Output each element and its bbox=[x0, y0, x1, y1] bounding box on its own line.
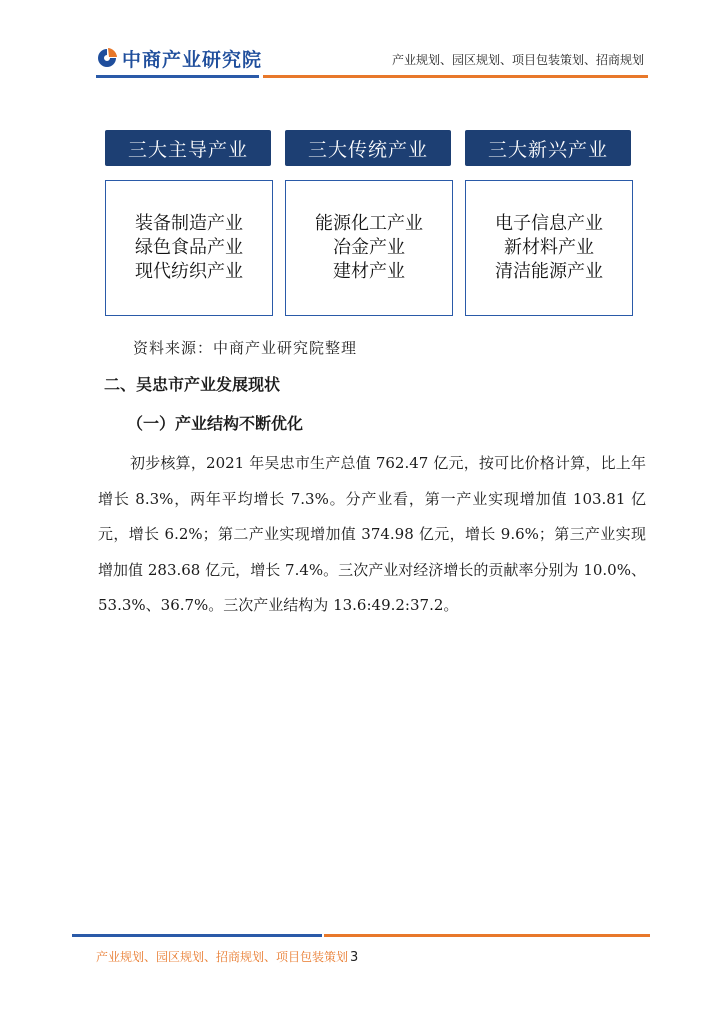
header-slogan: 产业规划、园区规划、项目包装策划、招商规划 bbox=[391, 53, 644, 67]
page-footer bbox=[96, 948, 358, 965]
category-box-traditional bbox=[285, 180, 453, 316]
category-title-traditional: 三大传统产业 bbox=[285, 130, 451, 166]
header-divider-blue bbox=[96, 75, 259, 78]
footer-slogan: 产业规划、园区规划、招商规划、项目包装策划 bbox=[96, 950, 349, 964]
page-header bbox=[0, 0, 724, 90]
footer-divider-orange bbox=[324, 934, 650, 937]
source-note: 资料来源：中商产业研究院整理 bbox=[133, 339, 358, 357]
logo-text: 中商产业研究院 bbox=[122, 48, 263, 71]
category-title-emerging: 三大新兴产业 bbox=[465, 130, 631, 166]
industry-item: 电子信息产业 bbox=[495, 213, 603, 234]
body-paragraph: 初步核算，2021 年吴忠市生产总值 762.47 亿元，按可比价格计算，比上年增长 8.3%，两年平均增长 7.3%。分产业看，第一产业实现增加值 103.81 亿元，增长 6.2%；第二产业实现增加值 374.98 亿元，增长 9.6%；第三产业实现增加值 283.68 亿元，增长 7.4%。三次产业对经济增长的贡献率分别为 10.0%、53.3%、36.7%。三次产业结构为 13.6:49.2:37.2。 bbox=[98, 454, 646, 614]
logo-icon bbox=[96, 47, 118, 69]
footer-divider-blue bbox=[72, 934, 322, 937]
industry-item: 能源化工产业 bbox=[315, 213, 423, 234]
industry-item: 现代纺织产业 bbox=[135, 261, 243, 282]
industry-item: 新材料产业 bbox=[504, 237, 594, 258]
page-number: 3 bbox=[350, 950, 359, 965]
industry-item: 绿色食品产业 bbox=[135, 237, 243, 258]
header-divider-orange bbox=[263, 75, 648, 78]
category-box-leading bbox=[105, 180, 273, 316]
industry-item: 冶金产业 bbox=[333, 237, 405, 258]
industry-item: 清洁能源产业 bbox=[495, 261, 603, 282]
section-heading: 二、吴忠市产业发展现状 bbox=[104, 375, 281, 394]
company-logo bbox=[96, 46, 262, 70]
subsection-heading: （一）产业结构不断优化 bbox=[127, 414, 304, 433]
category-box-emerging bbox=[465, 180, 633, 316]
industry-item: 装备制造产业 bbox=[135, 213, 243, 234]
industry-item: 建材产业 bbox=[333, 261, 405, 282]
category-title-leading: 三大主导产业 bbox=[105, 130, 271, 166]
